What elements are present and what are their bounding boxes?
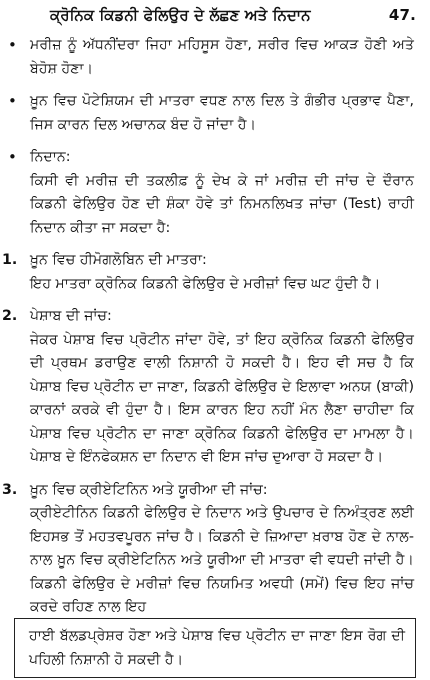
note-text: ਹਾਈ ਬੱਲਡਪ੍ਰੇਸ਼ਰ ਹੋਣਾ ਅਤੇ ਪੇਸ਼ਾਬ ਵਿਚ ਪ੍ਰੋਟੀਨ ਦਾ ਜਾਣਾ ਇਸ ਰੋਗ ਦੀ ਪਹਿਲੀ ਨਿਸ਼ਾਨੀ ਹੋ ਸਕਦੀ ਹੈ।	[29, 628, 405, 668]
test-heading: ਖ਼ੂਨ ਵਿਚ ਕ੍ਰੀਏਟਿਨਿਨ ਅਤੇ ਯੂਰੀਆ ਦੀ ਜਾਂਚ:	[30, 481, 268, 498]
test-heading: ਖ਼ੂਨ ਵਿਚ ਹੀਮੋਗਲੋਬਿਨ ਦੀ ਮਾਤਰਾ:	[30, 252, 207, 268]
bullet-marker: •	[8, 36, 17, 54]
test-heading: ਪੇਸ਼ਾਬ ਦੀ ਜਾਂਚ:	[30, 308, 112, 324]
test-number: 2.	[2, 308, 18, 324]
bullet-item	[0, 90, 430, 137]
bullet-item	[0, 34, 430, 81]
bullet-marker: •	[8, 92, 17, 110]
diagnosis-intro: ਕਿਸੀ ਵੀ ਮਰੀਜ਼ ਦੀ ਤਕਲੀਫ਼ ਨੂੰ ਦੇਖ ਕੇ ਜਾਂ ਮਰੀਜ਼ ਦੀ ਜਾਂਚ ਦੇ ਦੌਰਾਨ ਕਿਡਨੀ ਫੇਲਿਉਰ ਹੋਣ ਦੀ ਸ਼ੰਕਾ ਹੋਵੇ ਤਾਂ ਨਿਮਨਲਿਖਤ ਜਾਂਚਾ (Test) ਰਾਹੀ ਨਿਦਾਨ ਕੀਤਾ ਜਾ ਸਕਦਾ ਹੈ:	[30, 172, 414, 236]
test-item	[0, 305, 430, 470]
running-title: ਕ੍ਰੋਨਿਕ ਕਿਡਨੀ ਫੇਲਿਉਰ ਦੇ ਲੱਛਣ ਅਤੇ ਨਿਦਾਨ	[50, 7, 311, 24]
page-number: 47.	[388, 6, 416, 24]
bullet-text: ਮਰੀਜ਼ ਨੂੰ ਅੱਧਨੀਂਦਰਾ ਜਿਹਾ ਮਹਿਸੂਸ ਹੋਣਾ, ਸਰੀਰ ਵਿਚ ਆਕੜ ਹੋਣੀ ਅਤੇ ਬੇਹੋਸ਼ ਹੋਣਾ।	[30, 37, 414, 77]
test-body: ਕ੍ਰੀਏਟੀਨਿਨ ਕਿਡਨੀ ਫੇਲਿਉਰ ਦੇ ਨਿਦਾਨ ਅਤੇ ਉਪਚਾਰ ਦੇ ਨਿਅੰਤ੍ਰਣ ਲਈ ਇਹਸਭ ਤੋਂ ਮਹਤਵਪੂਰਨ ਜਾਂਚ ਹੈ। ਕਿਡਨੀ ਦੇ ਜ਼ਿਆਦਾ ਖ਼ਰਾਬ ਹੋਣ ਦੇ ਨਾਲ-ਨਾਲ ਖ਼ੂਨ ਵਿਚ ਕ੍ਰੀਏਟਿਨਿਨ ਅਤੇ ਯੂਰੀਆ ਦੀ ਮਾਤਰਾ ਵੀ ਵਧਦੀ ਜਾਂਦੀ ਹੈ। ਕਿਡਨੀ ਫੇਲਿਉਰ ਦੇ ਮਰੀਜ਼ਾਂ ਵਿਚ ਨਿਯਮਿਤ ਅਵਧੀ (ਸਮੇਂ) ਵਿਚ ਇਹ ਜਾਂਚ ਕਰਦੇ ਰਹਿਣ ਨਾਲ ਇਹ	[30, 505, 414, 615]
test-body: ਜੇਕਰ ਪੇਸ਼ਾਬ ਵਿਚ ਪ੍ਰੋਟੀਨ ਜਾਂਦਾ ਹੋਵੇ, ਤਾਂ ਇਹ ਕ੍ਰੋਨਿਕ ਕਿਡਨੀ ਫੇਲਿਉਰ ਦੀ ਪ੍ਰਥਮ ਡਰਾਉਣ ਵਾਲੀ ਨਿਸ਼ਾਨੀ ਹੋ ਸਕਦੀ ਹੈ। ਇਹ ਵੀ ਸਚ ਹੈ ਕਿ ਪੇਸ਼ਾਬ ਵਿਚ ਪ੍ਰੋਟੀਨ ਦਾ ਜਾਣਾ, ਕਿਡਨੀ ਫੇਲਿਉਰ ਦੇ ਇਲਾਵਾ ਅਨਯ (ਬਾਕੀ) ਕਾਰਨਾਂ ਕਰਕੇ ਵੀ ਹੁੰਦਾ ਹੈ। ਇਸ ਕਾਰਨ ਇਹ ਨਹੀਂ ਮੰਨ ਲੈਣਾ ਚਾਹੀਦਾ ਕਿ ਪੇਸ਼ਾਬ ਵਿਚ ਪ੍ਰੋਟੀਨ ਦਾ ਜਾਣਾ ਕ੍ਰੋਨਿਕ ਕਿਡਨੀ ਫੇਲਿਉਰ ਦਾ ਮਾਮਲਾ ਹੈ। ਪੇਸ਼ਾਬ ਦੇ ਇੰਨਫੇਕਸ਼ਨ ਦਾ ਨਿਦਾਨ ਵੀ ਇਸ ਜਾਂਚ ਦੁਆਰਾ ਹੋ ਸਕਦਾ ਹੈ।	[30, 331, 414, 465]
diagnosis-section	[0, 146, 430, 240]
test-body: ਇਹ ਮਾਤਰਾ ਕ੍ਰੋਨਿਕ ਕਿਡਨੀ ਫੇਲਿਉਰ ਦੇ ਮਰੀਜ਼ਾਂ ਵਿਚ ਘਟ ਹੁੰਦੀ ਹੈ।	[30, 275, 381, 292]
test-item	[0, 249, 430, 296]
bullet-marker: •	[8, 148, 17, 166]
test-number: 1.	[2, 252, 18, 268]
test-number: 3.	[2, 481, 18, 498]
bullet-text: ਖ਼ੂਨ ਵਿਚ ਪੋਟੇਸ਼ਿਯਮ ਦੀ ਮਾਤਰਾ ਵਧਣ ਨਾਲ ਦਿਲ ਤੇ ਗੰਭੀਰ ਪ੍ਰਭਾਵ ਪੈਣਾ, ਜਿਸ ਕਾਰਨ ਦਿਲ ਅਚਾਨਕ ਬੰਦ ਹੋ ਜਾਂਦਾ ਹੈ।	[30, 93, 414, 133]
page-body	[0, 34, 430, 620]
diagnosis-heading: ਨਿਦਾਨ:	[30, 149, 71, 165]
test-item	[0, 479, 430, 620]
page-header	[30, 4, 416, 28]
highlight-note-box	[14, 618, 416, 678]
